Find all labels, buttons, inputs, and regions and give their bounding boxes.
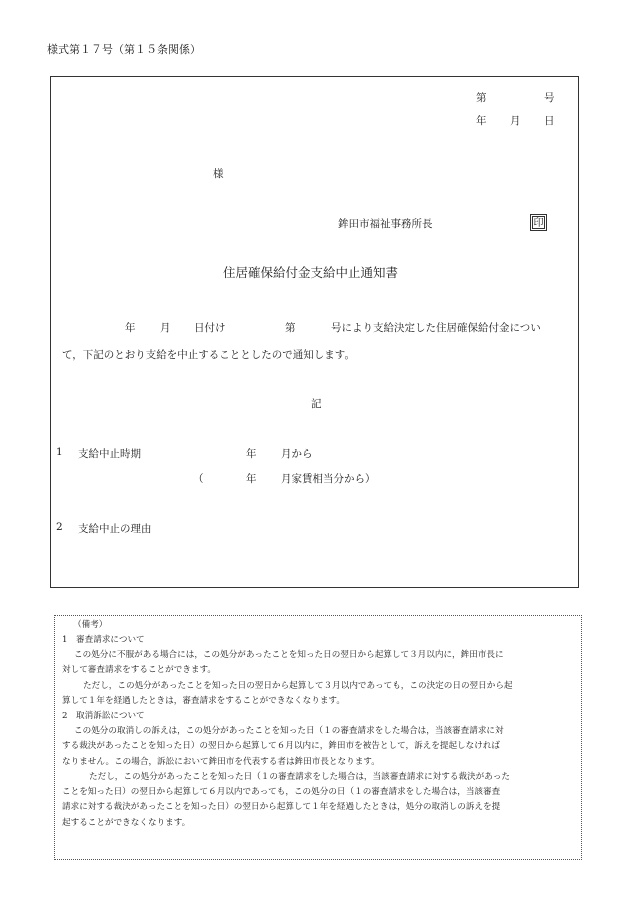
notes-section-2-paragraph-2-line-3: 請求に対する裁決があったことを知った日）の翌日から起算して１年を経過したときは，処分の取消しの訴えを提 [62, 802, 501, 812]
notes-section-2-paragraph-1-line-3: なりません。この場合，訴訟において鉾田市を代表する者は鉾田市長となります。 [62, 757, 380, 767]
seal-mark: 印 [533, 218, 544, 229]
notes-section-2-paragraph-2-line-4: 起することができなくなります。 [62, 818, 191, 828]
notes-section-1-paragraph-1-line-1: この処分に不服がある場合には，この処分があったことを知った日の翌日から起算して３月以内に，鉾田市長に [74, 650, 504, 660]
notes-section-1-paragraph-2-line-1: ただし，この処分があったことを知った日の翌日から起算して３月以内であっても，この決定の日の翌日から起 [83, 681, 513, 691]
notes-section-2-title: 2 取消訴訟について [62, 711, 145, 721]
ki-heading: 記 [311, 398, 322, 410]
item-1-paren-year: 年 [246, 473, 257, 485]
notes-section-2-paragraph-1-line-2: する裁決があったことを知った日）の翌日から起算して６月以内に，鉾田市を被告として，訴えを提起しなければ [62, 741, 501, 751]
notes-section-1-paragraph-2-line-2: 算して１年を経過したときは，審査請求をすることができなくなります。 [62, 696, 345, 706]
notes-section-2-paragraph-2-line-1: ただし，この処分があったことを知った日（１の審査請求をした場合は，当該審査請求に対する裁決があった [89, 772, 510, 782]
notice-number-prefix: 第 [476, 92, 487, 104]
notice-form [50, 76, 579, 588]
notes-section-1-title: 1 審査請求について [62, 635, 145, 645]
issuer-name: 鉾田市福祉事務所長 [338, 218, 433, 230]
item-2-number: 2 [56, 521, 63, 533]
notice-number-suffix: 号 [544, 92, 555, 104]
date-year: 年 [476, 115, 487, 127]
body-number-prefix: 第 [285, 322, 296, 334]
notes-box [54, 615, 582, 860]
item-1-label: 支給中止時期 [78, 448, 141, 460]
notes-heading: （備考） [73, 620, 108, 630]
document-title: 住居確保給付金支給中止通知書 [223, 265, 399, 280]
body-year: 年 [125, 322, 136, 334]
item-1-paren-open: （ [193, 473, 204, 485]
item-1-month-from: 月から [281, 448, 313, 460]
form-number: 様式第１７号（第１５条関係） [47, 43, 201, 56]
item-2-label: 支給中止の理由 [78, 523, 152, 535]
notes-section-2-paragraph-1-line-1: この処分の取消しの訴えは，この処分があったことを知った日（１の審査請求をした場合は，当該審査請求に対 [74, 726, 504, 736]
body-month: 月 [160, 322, 171, 334]
item-1-year: 年 [246, 448, 257, 460]
notes-section-1-paragraph-1-line-2: 対して審査請求をすることができます。 [62, 665, 217, 675]
item-1-paren-rest: 月家賃相当分から） [281, 473, 376, 485]
date-month: 月 [510, 115, 521, 127]
body-line-2: て，下記のとおり支給を中止することとしたので通知します。 [62, 349, 355, 361]
body-date-suffix: 日付け [194, 322, 226, 334]
notes-section-2-paragraph-2-line-2: ことを知った日）の翌日から起算して６月以内であっても，この処分の日（１の審査請求をした場合は，当該審査 [62, 787, 501, 797]
addressee-suffix: 様 [213, 168, 224, 180]
date-day: 日 [544, 115, 555, 127]
item-1-number: 1 [56, 446, 63, 458]
body-line-1: 号により支給決定した住居確保給付金につい [331, 322, 541, 334]
